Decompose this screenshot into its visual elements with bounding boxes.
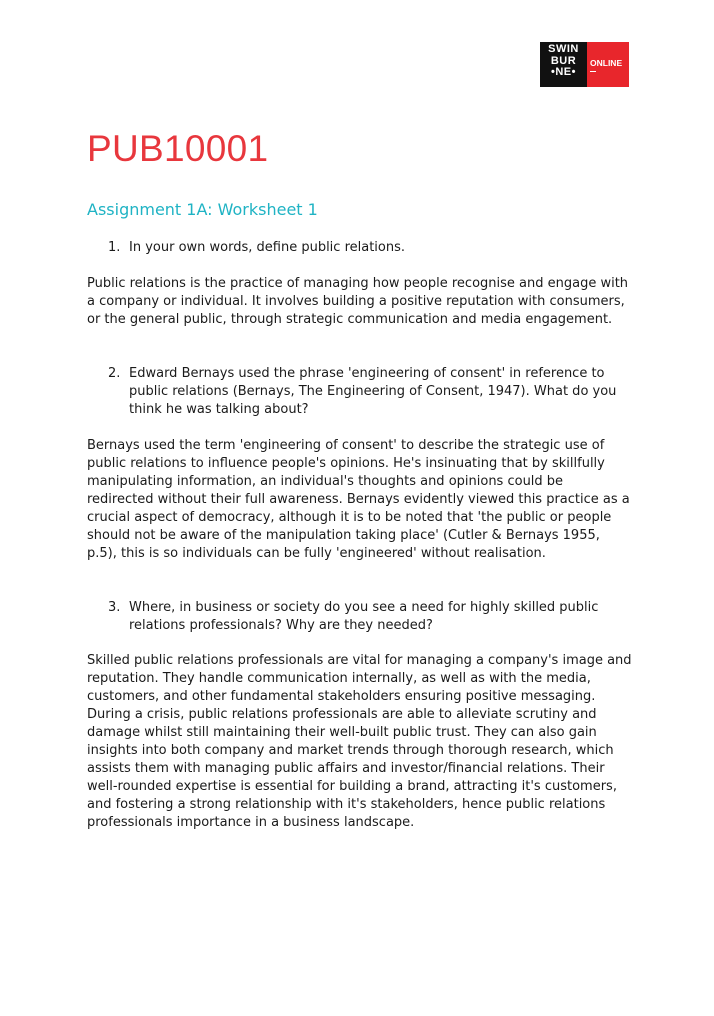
question-1 [108,239,638,257]
answer-3: Skilled public relations professionals are vital for managing a company's image and reputation. They handle communication internally, as well as with the media, customers, and other fundamental stakeholders ensuring positive messaging. During a crisis, public relations professionals are able to alleviate scrutiny and damage whilst still maintaining their well-built public trust. They can also gain insights into both company and market trends through thorough research, which assists them with managing public affairs and investor/financial relations. Their well-rounded expertise is essential for building a brand, attracting it's customers, and fostering a strong relationship with it's stakeholders, hence public relations professionals importance in a business landscape. [87,653,632,830]
document-subtitle: Assignment 1A: Worksheet 1 [87,200,318,219]
question-number: 3. [108,600,121,615]
question-number: 2. [108,366,121,381]
logo-line-2: BUR [550,54,577,67]
document-title: PUB10001 [87,128,269,169]
question-text: Where, in business or society do you see a need for highly skilled public relations professionals? Why are they needed? [129,600,599,633]
question-number: 1. [108,240,121,255]
answer-1: Public relations is the practice of managing how people recognise and engage with a company or individual. It involves building a positive reputation with consumers, or the general public, through strategic communication and media engagement. [87,276,629,327]
question-2 [108,365,638,419]
question-text: In your own words, define public relations. [129,240,406,255]
logo-dash [590,71,596,72]
logo-wordmark [540,42,587,87]
swinburne-online-logo [540,42,629,87]
logo-online-text: ONLINE [590,57,623,68]
logo-online-panel [587,42,629,87]
logo-line-3: •NE• [551,66,576,78]
answer-2: Bernays used the term 'engineering of consent' to describe the strategic use of public relations to influence people's opinions. He's insinuating that by skillfully manipulating information, an individual's thoughts and opinions could be redirected without their full awareness. Bernays evidently viewed this practice as a crucial aspect of democracy, although it is to be noted that 'the public or people should not be aware of the manipulation taking place' (Cutler & Bernays 1955, p.5), this is so individuals can be fully 'engineered' without realisation. [87,438,630,561]
logo-line-1: SWIN [548,43,579,55]
question-3 [108,599,638,635]
question-text: Edward Bernays used the phrase 'engineering of consent' in reference to public relations (Bernays, The Engineering of Consent, 1947). What do you think he was talking about? [129,366,617,417]
